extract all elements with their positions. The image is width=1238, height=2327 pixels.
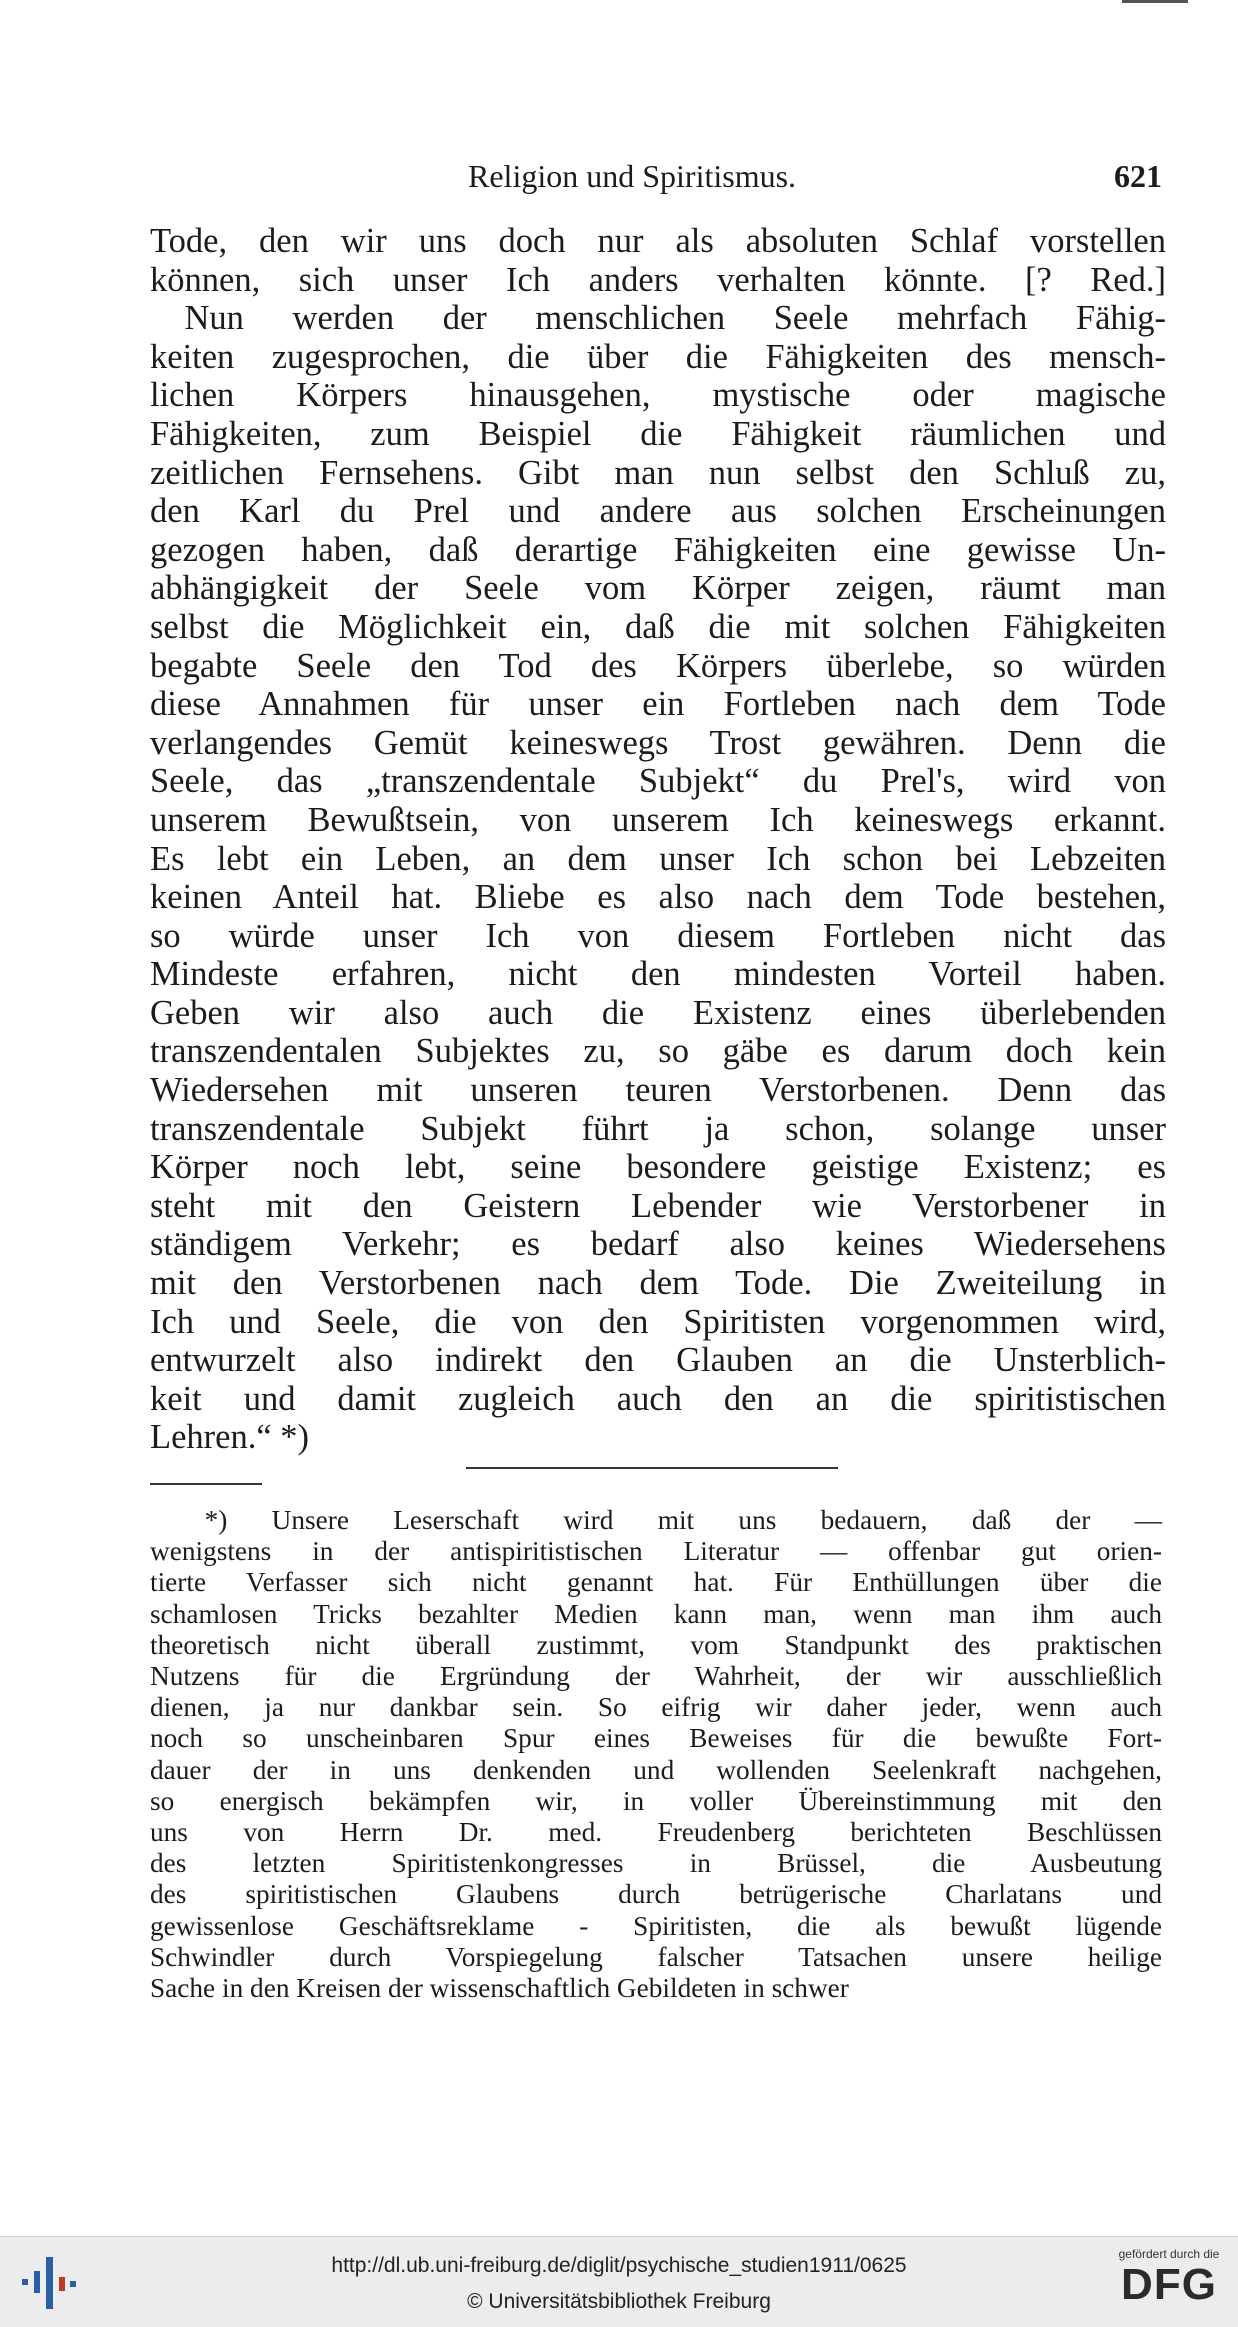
text-line: zeitlichen Fernsehens. Gibt man nun selbst den Schluß zu, (150, 453, 1166, 492)
text-line: transzendentalen Subjektes zu, so gäbe es darum doch kein (150, 1032, 1166, 1071)
running-title: Religion und Spiritismus. (468, 158, 797, 194)
page-number: 621 (1114, 158, 1162, 194)
text-line: lichen Körpers hinausgehen, mystische oder magische (150, 376, 1166, 415)
dfg-logo (1114, 2247, 1224, 2321)
text-line: Fähigkeiten, zum Beispiel die Fähigkeit räumlichen und (150, 414, 1166, 453)
text-line: gezogen haben, daß derartige Fähigkeiten eine gewisse Un- (150, 530, 1166, 569)
footnote-line: Nutzens für die Ergründung der Wahrheit, der wir ausschließlich (150, 1661, 1162, 1692)
footnote-line: dauer der in uns denkenden und wollenden Seelenkraft nachgehen, (150, 1754, 1162, 1785)
footnote-line: gewissenlose Geschäftsreklame - Spiritisten, die als bewußt lügende (150, 1910, 1162, 1941)
footnote-line: tierte Verfasser sich nicht genannt hat. Für Enthüllungen über die (150, 1567, 1162, 1598)
copyright-notice: © Universitätsbibliothek Freiburg (467, 2290, 771, 2313)
text-line: Geben wir also auch die Existenz eines überlebenden (150, 993, 1166, 1032)
top-edge-mark (1122, 0, 1188, 3)
footnote-line: des spiritistischen Glaubens durch betrügerische Charlatans und (150, 1879, 1162, 1910)
text-line: selbst die Möglichkeit ein, daß die mit solchen Fähigkeiten (150, 607, 1166, 646)
document-url-link[interactable]: http://dl.ub.uni-freiburg.de/diglit/psychische_studien1911/0625 (331, 2254, 907, 2277)
dfg-caption: gefördert durch die (1118, 2247, 1220, 2261)
footnote-line: schamlosen Tricks bezahlter Medien kann man, wenn man ihm auch (150, 1598, 1162, 1629)
footnote-line: noch so unscheinbaren Spur eines Beweises für die bewußte Fort- (150, 1723, 1162, 1754)
main-text (150, 222, 1166, 1457)
viewer-footer (0, 2236, 1238, 2327)
text-line: ständigem Verkehr; es bedarf also keines Wiedersehens (150, 1225, 1166, 1264)
footnote-line: *) Unsere Leserschaft wird mit uns bedauern, daß der — (150, 1505, 1162, 1535)
footnote-line: des letzten Spiritistenkongresses in Brüssel, die Ausbeutung (150, 1848, 1162, 1879)
text-line: Seele, das „transzendentale Subjekt“ du Prel's, wird von (150, 762, 1166, 801)
text-line: Lehren.“ *) (150, 1418, 309, 1457)
text-line: mit den Verstorbenen nach dem Tode. Die Zweiteilung in (150, 1264, 1166, 1303)
footnote-line: so energisch bekämpfen wir, in voller Übereinstimmung mit den (150, 1785, 1162, 1816)
text-line: Tode, den wir uns doch nur als absoluten Schlaf vorstellen (150, 222, 1166, 260)
page-header (150, 150, 1162, 200)
dfg-logo-text: DFG (1121, 2260, 1217, 2309)
text-line: Körper noch lebt, seine besondere geistige Existenz; es (150, 1148, 1166, 1187)
text-line: abhängigkeit der Seele vom Körper zeigen, räumt man (150, 569, 1166, 608)
footnote-text (150, 1505, 1162, 2004)
text-line: Mindeste erfahren, nicht den mindesten Vorteil haben. (150, 955, 1166, 994)
footnote-line: theoretisch nicht überall zustimmt, vom Standpunkt des praktischen (150, 1629, 1162, 1660)
text-line: entwurzelt also indirekt den Glauben an die Unsterblich- (150, 1341, 1166, 1380)
text-line: transzendentale Subjekt führt ja schon, solange unser (150, 1109, 1166, 1148)
text-line: Es lebt ein Leben, an dem unser Ich schon bei Lebzeiten (150, 839, 1166, 878)
footnote-line: dienen, ja nur dankbar sein. So eifrig wir daher jeder, wenn auch (150, 1692, 1162, 1723)
footnote-line: wenigstens in der antispiritistischen Literatur — offenbar gut orien- (150, 1536, 1162, 1567)
text-line: können, sich unser Ich anders verhalten könnte. [? Red.] (150, 260, 1166, 299)
footnote-line: Sache in den Kreisen der wissenschaftlich Gebildeten in schwer (150, 1973, 849, 2004)
text-line: unserem Bewußtsein, von unserem Ich keineswegs erkannt. (150, 800, 1166, 839)
text-line: keiten zugesprochen, die über die Fähigkeiten des mensch- (150, 337, 1166, 376)
text-line: keinen Anteil hat. Bliebe es also nach dem Tode bestehen, (150, 878, 1166, 917)
footnote-separator (150, 1483, 262, 1485)
text-line: keit und damit zugleich auch den an die spiritistischen (150, 1379, 1166, 1418)
text-line: Wiedersehen mit unseren teuren Verstorbenen. Denn das (150, 1071, 1166, 1110)
text-line: den Karl du Prel und andere aus solchen Erscheinungen (150, 492, 1166, 531)
text-line: steht mit den Geistern Lebender wie Verstorbener in (150, 1186, 1166, 1225)
section-rule (466, 1467, 838, 1469)
text-line: verlangendes Gemüt keineswegs Trost gewähren. Denn die (150, 723, 1166, 762)
footnote-line: uns von Herrn Dr. med. Freudenberg berichteten Beschlüssen (150, 1817, 1162, 1848)
text-line: diese Annahmen für unser ein Fortleben nach dem Tode (150, 685, 1166, 724)
text-line: Ich und Seele, die von den Spiritisten vorgenommen wird, (150, 1302, 1166, 1341)
text-line: so würde unser Ich von diesem Fortleben nicht das (150, 916, 1166, 955)
footnote-line: Schwindler durch Vorspiegelung falscher Tatsachen unsere heilige (150, 1941, 1162, 1972)
text-line: begabte Seele den Tod des Körpers überlebe, so würden (150, 646, 1166, 685)
text-line: Nun werden der menschlichen Seele mehrfach Fähig- (150, 299, 1166, 338)
